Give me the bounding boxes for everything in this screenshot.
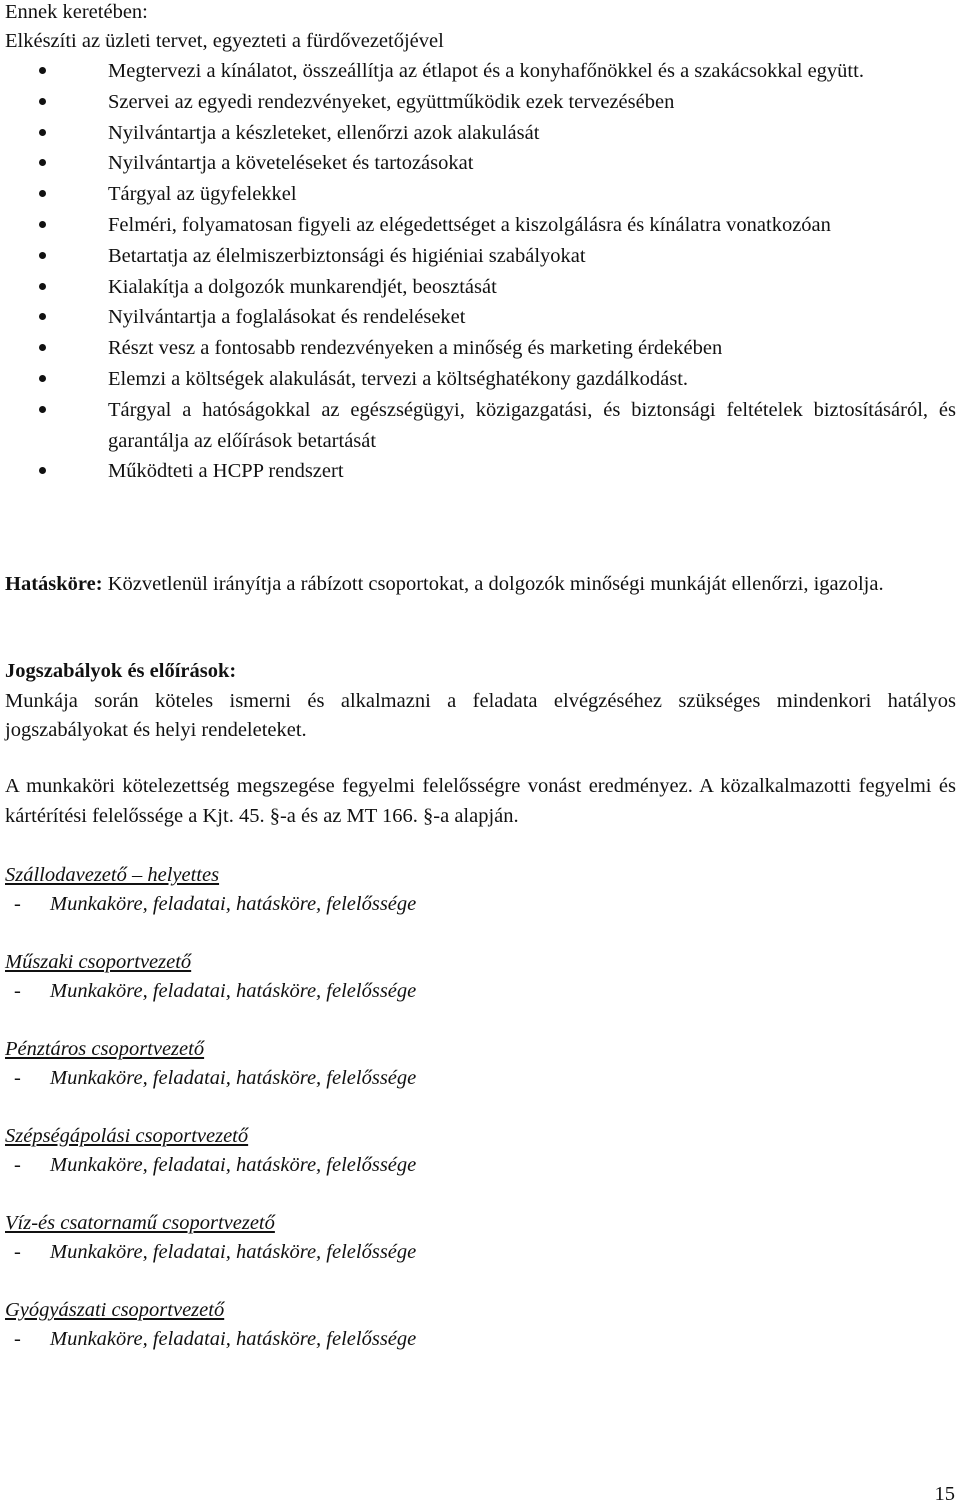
role-block bbox=[5, 1122, 605, 1180]
role-subline bbox=[5, 1151, 605, 1180]
hataskore-label: Hatásköre: bbox=[5, 573, 103, 595]
hataskore-paragraph bbox=[5, 570, 956, 600]
list-item bbox=[5, 456, 956, 487]
list-item bbox=[5, 148, 956, 179]
role-title: Pénztáros csoportvezető bbox=[5, 1038, 205, 1060]
role-block bbox=[5, 948, 605, 1006]
bullet-icon bbox=[39, 221, 46, 228]
role-block bbox=[5, 1296, 605, 1354]
bullet-icon bbox=[39, 129, 46, 136]
bullet-icon bbox=[39, 283, 46, 290]
role-block bbox=[5, 1209, 605, 1267]
list-item-text: Működteti a HCPP rendszert bbox=[108, 460, 344, 483]
role-title: Műszaki csoportvezető bbox=[5, 951, 192, 973]
duties-list bbox=[5, 56, 956, 487]
bullet-icon bbox=[39, 467, 46, 474]
list-item bbox=[5, 333, 956, 364]
role-subline bbox=[5, 1238, 605, 1267]
list-item bbox=[5, 56, 956, 87]
dash-marker: - bbox=[14, 1328, 21, 1350]
list-item-text: Betartatja az élelmiszerbiztonsági és higiéniai szabályokat bbox=[108, 244, 586, 267]
list-item bbox=[5, 364, 956, 395]
list-item bbox=[5, 241, 956, 272]
role-title: Szállodavezető – helyettes bbox=[5, 864, 220, 886]
dash-marker: - bbox=[14, 893, 21, 915]
jogszabalyok-label: Jogszabályok és előírások: bbox=[5, 660, 237, 682]
role-subline bbox=[5, 977, 605, 1006]
role-title: Szépségápolási csoportvezető bbox=[5, 1125, 249, 1147]
intro-heading: Ennek keretében: bbox=[5, 1, 148, 23]
role-subline bbox=[5, 890, 605, 919]
role-title: Gyógyászati csoportvezető bbox=[5, 1299, 225, 1321]
role-subline bbox=[5, 1064, 605, 1093]
list-item-text: Kialakítja a dolgozók munkarendjét, beosztását bbox=[108, 275, 497, 298]
page-number: 15 bbox=[934, 1483, 955, 1505]
list-item bbox=[5, 302, 956, 333]
list-item bbox=[5, 118, 956, 149]
list-item-text: Felméri, folyamatosan figyeli az elégedettséget a kiszolgálásra és kínálatra vonatkozóan bbox=[108, 213, 831, 236]
role-sub-text: Munkaköre, feladatai, hatásköre, felelőssége bbox=[50, 1328, 417, 1350]
list-item-text: Részt vesz a fontosabb rendezvényeken a minőség és marketing érdekében bbox=[108, 337, 723, 360]
bullet-icon bbox=[39, 375, 46, 382]
role-sub-text: Munkaköre, feladatai, hatásköre, felelőssége bbox=[50, 1241, 417, 1263]
list-item-text: Megtervezi a kínálatot, összeállítja az étlapot és a konyhafőnökkel és a szakácsokkal együtt. bbox=[108, 60, 864, 82]
intro-subheading: Elkészíti az üzleti tervet, egyezteti a fürdővezetőjével bbox=[5, 30, 444, 52]
kotelezettseg-paragraph: A munkaköri kötelezettség megszegése fegyelmi felelősségre vonást eredményez. A közalkalmazotti fegyelmi és kártérítési felelőssége a Kjt. 45. §-a és az MT 166. §-a alapján. bbox=[5, 775, 956, 827]
list-item-text: Tárgyal a hatóságokkal az egészségügyi, közigazgatási, és biztonsági feltételek biztosításáról, és garantálja az előírások betartását bbox=[108, 398, 956, 452]
role-title: Víz-és csatornamű csoportvezető bbox=[5, 1212, 275, 1234]
role-sub-text: Munkaköre, feladatai, hatásköre, felelőssége bbox=[50, 893, 417, 915]
jogszabalyok-section bbox=[5, 657, 956, 746]
role-subline bbox=[5, 1325, 605, 1354]
role-sub-text: Munkaköre, feladatai, hatásköre, felelőssége bbox=[50, 1154, 417, 1176]
hataskore-text: Közvetlenül irányítja a rábízott csoportokat, a dolgozók minőségi munkáját ellenőrzi, igazolja. bbox=[107, 573, 884, 595]
list-item-text: Nyilvántartja a követeléseket és tartozásokat bbox=[108, 152, 474, 175]
list-item-text: Szervei az egyedi rendezvényeket, együttműködik ezek tervezésében bbox=[108, 90, 675, 113]
bullet-icon bbox=[39, 313, 46, 320]
dash-marker: - bbox=[14, 1067, 21, 1089]
bullet-icon bbox=[39, 344, 46, 351]
role-sub-text: Munkaköre, feladatai, hatásköre, felelőssége bbox=[50, 980, 417, 1002]
list-item bbox=[5, 87, 956, 118]
list-item bbox=[5, 395, 956, 457]
list-item bbox=[5, 210, 956, 241]
dash-marker: - bbox=[14, 1241, 21, 1263]
list-item-text: Nyilvántartja a foglalásokat és rendeléseket bbox=[108, 306, 466, 329]
role-block bbox=[5, 861, 605, 919]
list-item bbox=[5, 179, 956, 210]
dash-marker: - bbox=[14, 1154, 21, 1176]
list-item-text: Nyilvántartja a készleteket, ellenőrzi azok alakulását bbox=[108, 121, 540, 144]
bullet-icon bbox=[39, 190, 46, 197]
list-item bbox=[5, 272, 956, 303]
bullet-icon bbox=[39, 252, 46, 259]
jogszabalyok-text: Munkája során köteles ismerni és alkalmazni a feladata elvégzéséhez szükséges mindenkori hatályos jogszabályokat és helyi rendeleteket. bbox=[5, 689, 956, 741]
bullet-icon bbox=[39, 98, 46, 105]
bullet-icon bbox=[39, 67, 46, 74]
dash-marker: - bbox=[14, 980, 21, 1002]
role-sub-text: Munkaköre, feladatai, hatásköre, felelőssége bbox=[50, 1067, 417, 1089]
list-item-text: Tárgyal az ügyfelekkel bbox=[108, 183, 297, 206]
bullet-icon bbox=[39, 159, 46, 166]
role-block bbox=[5, 1035, 605, 1093]
list-item-text: Elemzi a költségek alakulását, tervezi a költséghatékony gazdálkodást. bbox=[108, 367, 689, 390]
bullet-icon bbox=[39, 406, 46, 413]
